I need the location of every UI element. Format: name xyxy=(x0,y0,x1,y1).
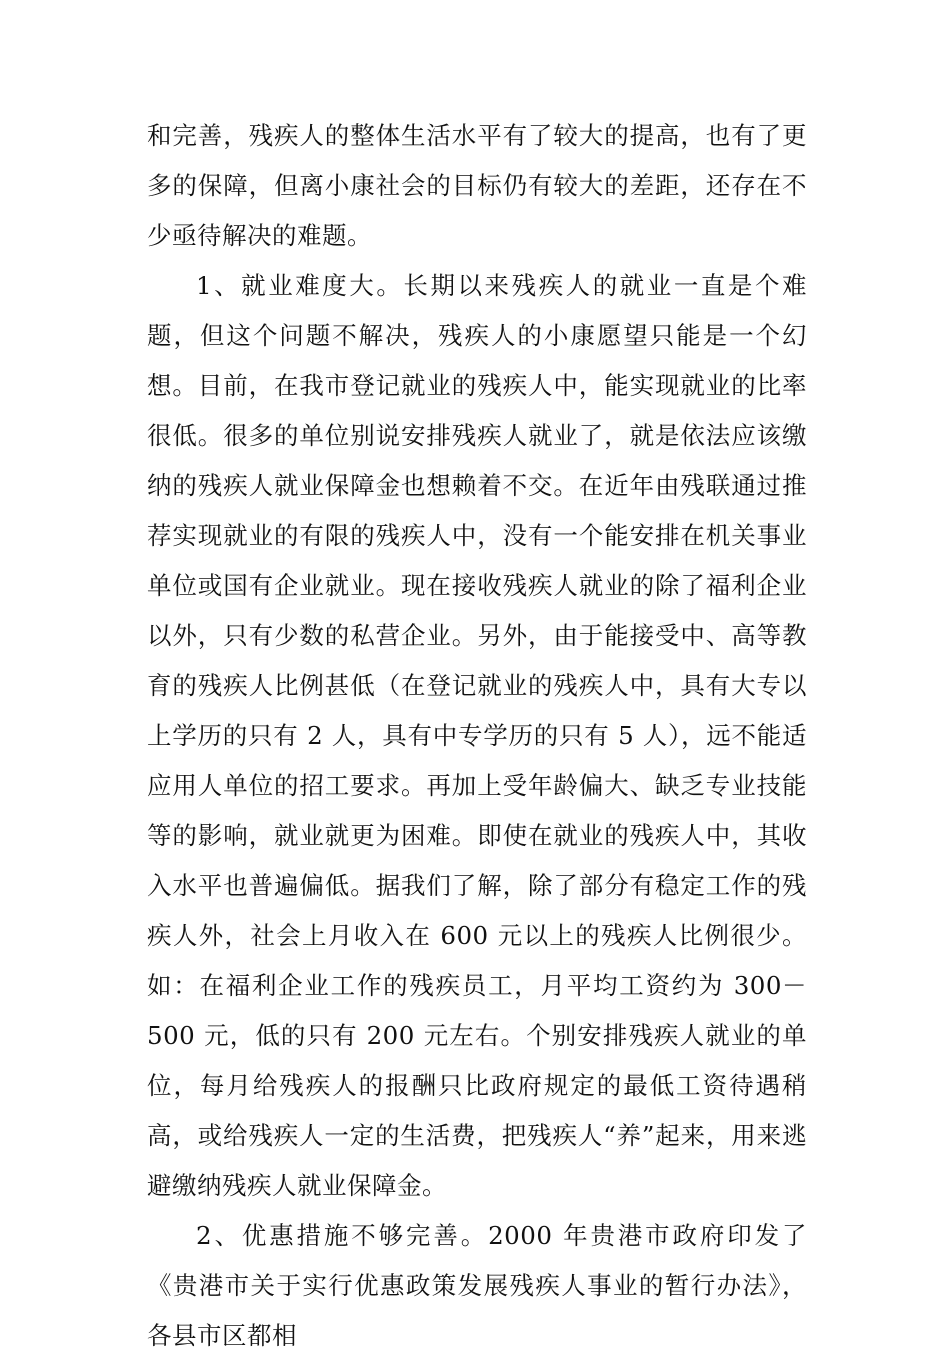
paragraph-employment-difficulty: 1、就业难度大。长期以来残疾人的就业一直是个难题，但这个问题不解决，残疾人的小康愿望只能是一个幻想。目前，在我市登记就业的残疾人中，能实现就业的比率很低。很多的单位别说安排残疾人就业了，就是依法应该缴纳的残疾人就业保障金也想赖着不交。在近年由残联通过推荐实现就业的有限的残疾人中，没有一个能安排在机关事业单位或国有企业就业。现在接收残疾人就业的除了福利企业以外，只有少数的私营企业。另外，由于能接受中、高等教育的残疾人比例甚低（在登记就业的残疾人中，具有大专以上学历的只有 2 人，具有中专学历的只有 5 人），远不能适应用人单位的招工要求。再加上受年龄偏大、缺乏专业技能等的影响，就业就更为困难。即使在就业的残疾人中，其收入水平也普遍偏低。据我们了解，除了部分有稳定工作的残疾人外，社会上月收入在 600 元以上的残疾人比例很少。如：在福利企业工作的残疾员工，月平均工资约为 300－500 元，低的只有 200 元左右。个别安排残疾人就业的单位，每月给残疾人的报酬只比政府规定的最低工资待遇稍高，或给残疾人一定的生活费，把残疾人“养”起来，用来逃避缴纳残疾人就业保障金。 xyxy=(147,271,807,1200)
paragraph-preferential-measures: 2、优惠措施不够完善。2000 年贵港市政府印发了《贵港市关于实行优惠政策发展残疾人事业的暂行办法》，各县市区都相 xyxy=(147,1221,807,1350)
paragraph-continuation: 和完善，残疾人的整体生活水平有了较大的提高，也有了更多的保障，但离小康社会的目标仍有较大的差距，还存在不少亟待解决的难题。 xyxy=(147,121,807,250)
document-body xyxy=(147,111,807,1361)
